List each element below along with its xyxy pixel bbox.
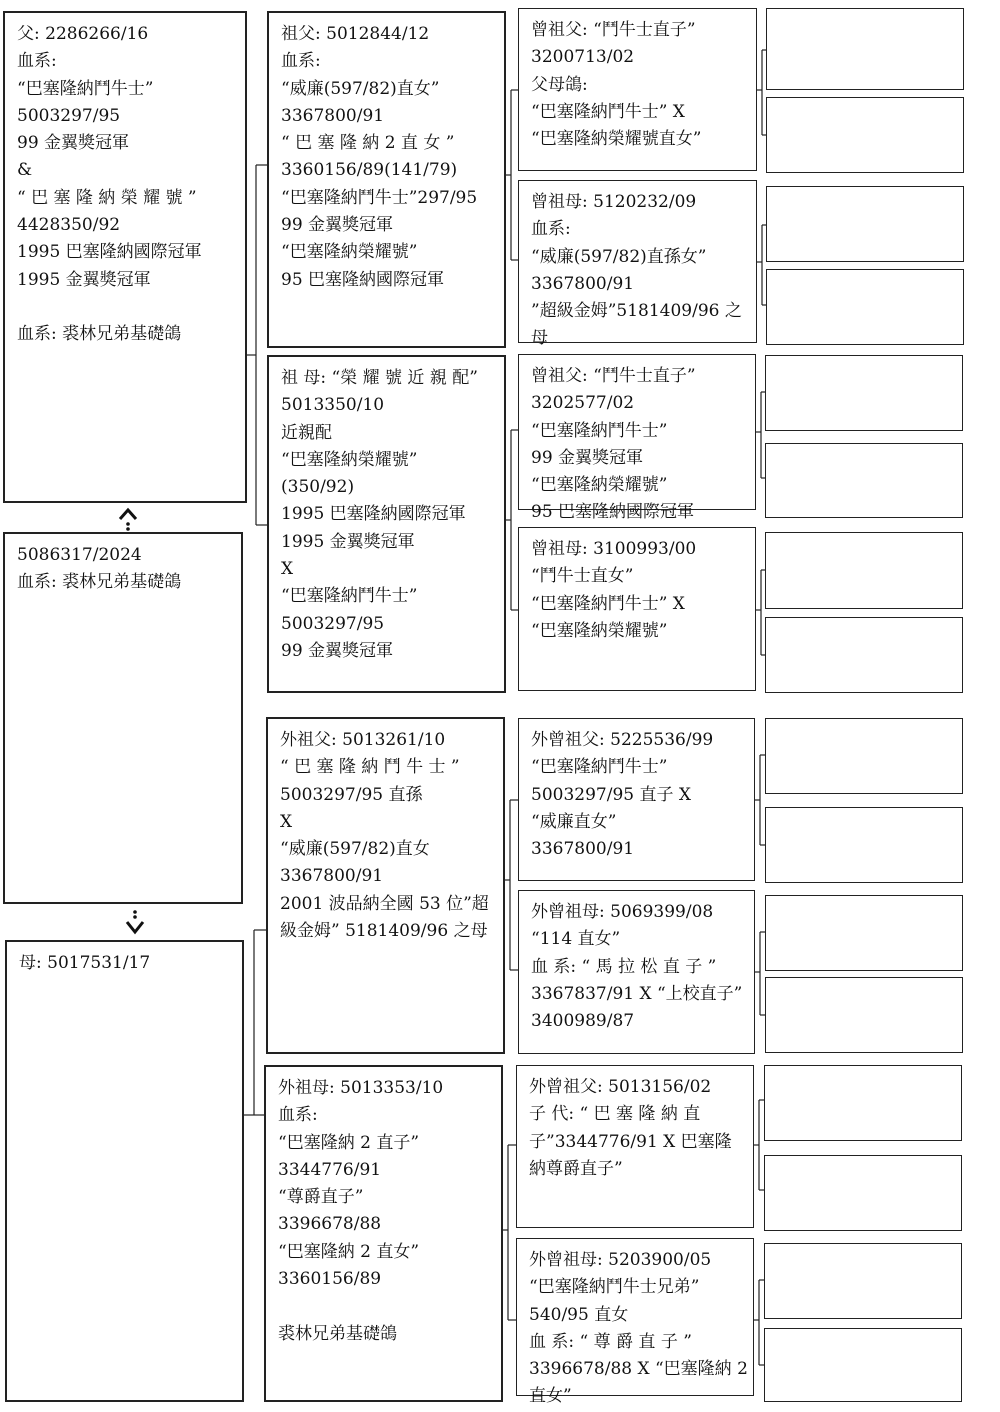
text-line: 外祖母: 5013353/10: [278, 1078, 444, 1098]
text-line: 3367800/91: [281, 105, 385, 126]
text-line: 1995 巴塞隆納國際冠軍: [17, 242, 202, 263]
text-line: [278, 1293, 491, 1320]
empty-ancestor-box: [765, 718, 963, 794]
empty-ancestor-box: [764, 1155, 962, 1231]
text-line: “巴塞隆納 2 直子”: [278, 1132, 420, 1153]
text-line: 血 系: “ 尊 爵 直 子 ”: [529, 1331, 692, 1352]
empty-ancestor-box: [766, 8, 964, 90]
maternal-great-grandmother-1-box: [518, 890, 755, 1054]
text-line: 血系:: [281, 51, 321, 72]
text-line: 近親配: [281, 422, 332, 443]
text-line: 4428350/92: [17, 215, 121, 236]
text-line: 5013350/10: [281, 395, 385, 416]
text-line: 3360156/89(141/79): [281, 160, 458, 181]
text-line: 血系:: [531, 219, 571, 240]
text-line: “巴塞隆納鬥牛士”: [531, 757, 668, 778]
text-line: “114 直女”: [531, 929, 621, 950]
text-line: 5003297/95: [17, 105, 121, 126]
text-line: “巴塞隆納榮耀號”: [531, 620, 668, 641]
text-line: 納尊爵直子”: [529, 1158, 623, 1179]
subject-box: [3, 532, 243, 904]
maternal-great-grandmother-2-box: [516, 1238, 754, 1407]
text-line: 5003297/95 直孫: [280, 784, 423, 805]
empty-ancestor-box: [765, 807, 963, 883]
text-line: 外曾祖父: 5225536/99: [531, 730, 714, 750]
text-line: 3400989/87: [531, 1011, 635, 1032]
text-line: 99 金翼獎冠軍: [281, 215, 394, 236]
text-line: “威廉(597/82)直女: [280, 839, 430, 860]
text-line: “巴塞隆納榮耀號直女”: [531, 129, 702, 150]
text-line: 5003297/95: [281, 613, 385, 634]
text-line: 母: 5017531/17: [19, 953, 151, 973]
text-line: (350/92): [281, 477, 355, 498]
empty-ancestor-box: [766, 269, 964, 345]
text-line: 母: [531, 328, 548, 349]
text-line: “巴塞隆納榮耀號”: [281, 242, 418, 263]
text-line: 3200713/02: [531, 47, 635, 68]
text-line: “巴塞隆納榮耀號”: [531, 475, 668, 496]
text-line: “鬥牛士直女”: [531, 566, 634, 587]
father-box: [3, 11, 247, 503]
text-line: “威廉(597/82)直女”: [281, 78, 440, 99]
arrow-down-icon: [123, 910, 147, 936]
text-line: “ 巴 塞 隆 納 2 直 女 ”: [281, 133, 455, 154]
text-line: 血系:: [17, 51, 57, 72]
text-line: 5003297/95 直子 X: [531, 784, 691, 805]
text-line: “巴塞隆納榮耀號”: [281, 449, 418, 470]
text-line: “尊爵直子”: [278, 1187, 364, 1208]
empty-ancestor-box: [765, 355, 963, 431]
text-line: 3344776/91: [278, 1159, 382, 1180]
text-line: 血系: 裘林兄弟基礎鴿: [17, 572, 182, 593]
text-line: 95 巴塞隆納國際冠軍: [281, 269, 445, 290]
maternal-grandmother-box: [264, 1065, 503, 1402]
text-line: 子 代: “ 巴 塞 隆 納 直: [529, 1104, 701, 1125]
text-line: 3367800/91: [280, 866, 384, 887]
text-line: 外曾祖父: 5013156/02: [529, 1077, 712, 1097]
text-line: X: [280, 811, 293, 832]
empty-ancestor-box: [765, 977, 963, 1053]
text-line: 子”3344776/91 X 巴塞隆: [529, 1131, 732, 1152]
text-line: 3367800/91: [531, 273, 635, 294]
great-grandmother-2-box: [518, 527, 756, 691]
text-line: 95 巴塞隆納國際冠軍: [531, 502, 695, 523]
text-line: “巴塞隆納鬥牛士” X: [531, 593, 685, 614]
maternal-great-grandfather-2-box: [516, 1065, 754, 1228]
text-line: 血系:: [278, 1105, 318, 1126]
text-line: “ 巴 塞 隆 納 榮 耀 號 ”: [17, 187, 197, 208]
empty-ancestor-box: [766, 186, 964, 262]
paternal-grandfather-box: [267, 11, 506, 348]
empty-ancestor-box: [765, 443, 963, 518]
text-line: 1995 金翼獎冠軍: [281, 531, 415, 552]
great-grandfather-1-box: [518, 8, 757, 171]
text-line: 血 系: “ 馬 拉 松 直 子 ”: [531, 956, 717, 977]
text-line: 曾祖母: 3100993/00: [531, 539, 697, 559]
text-line: “ 巴 塞 隆 納 鬥 牛 士 ”: [280, 757, 460, 778]
text-line: “巴塞隆納鬥牛士”: [17, 78, 154, 99]
text-line: 父母鴿:: [531, 74, 588, 95]
text-line: “巴塞隆納 2 直女”: [278, 1241, 420, 1262]
text-line: 3396678/88 X “巴塞隆納 2: [529, 1359, 748, 1380]
text-line: 3367837/91 X “上校直子”: [531, 983, 743, 1004]
empty-ancestor-box: [765, 532, 963, 609]
text-line: 5086317/2024: [17, 545, 142, 565]
text-line: 曾祖父: “鬥牛士直子”: [531, 20, 696, 40]
text-line: 99 金翼獎冠軍: [17, 133, 130, 154]
text-line: 3367800/91: [531, 839, 635, 860]
empty-ancestor-box: [765, 617, 963, 693]
text-line: 祖父: 5012844/12: [281, 24, 430, 44]
text-line: ”超級金姆”5181409/96 之: [531, 301, 742, 322]
text-line: “巴塞隆納鬥牛士” X: [531, 101, 685, 122]
maternal-grandfather-box: [266, 717, 505, 1054]
text-line: 父: 2286266/16: [17, 24, 149, 44]
empty-ancestor-box: [764, 1243, 962, 1319]
text-line: 級金姆” 5181409/96 之母: [280, 921, 488, 942]
empty-ancestor-box: [765, 895, 963, 971]
text-line: [17, 294, 235, 321]
text-line: &: [17, 160, 33, 181]
text-line: “巴塞隆納鬥牛士”: [531, 420, 668, 441]
arrow-up-icon: [116, 505, 140, 531]
empty-ancestor-box: [764, 1065, 962, 1141]
text-line: 曾祖母: 5120232/09: [531, 192, 697, 212]
text-line: 外曾祖母: 5203900/05: [529, 1250, 712, 1270]
mother-box: [5, 940, 244, 1402]
text-line: X: [281, 559, 294, 580]
text-line: 540/95 直女: [529, 1304, 629, 1325]
paternal-grandmother-box: [267, 355, 506, 693]
maternal-great-grandfather-1-box: [518, 718, 755, 881]
text-line: 99 金翼獎冠軍: [531, 447, 644, 468]
text-line: 99 金翼獎冠軍: [281, 640, 394, 661]
text-line: 3202577/02: [531, 393, 635, 414]
text-line: 外祖父: 5013261/10: [280, 730, 446, 750]
text-line: 血系: 裘林兄弟基礎鴿: [17, 324, 182, 345]
empty-ancestor-box: [764, 1328, 962, 1402]
text-line: 曾祖父: “鬥牛士直子”: [531, 366, 696, 386]
text-line: 2001 波品納全國 53 位”超: [280, 893, 489, 914]
text-line: 1995 金翼獎冠軍: [17, 269, 151, 290]
text-line: 裘林兄弟基礎鴿: [278, 1323, 397, 1344]
great-grandfather-2-box: [518, 354, 756, 523]
text-line: 祖 母: “榮 耀 號 近 親 配”: [281, 368, 478, 388]
text-line: “巴塞隆納鬥牛士”297/95: [281, 187, 478, 208]
text-line: 1995 巴塞隆納國際冠軍: [281, 504, 466, 525]
text-line: 3360156/89: [278, 1269, 382, 1290]
text-line: 外曾祖母: 5069399/08: [531, 902, 714, 922]
text-line: “威廉直女”: [531, 811, 617, 832]
text-line: “巴塞隆納鬥牛士兄弟”: [529, 1277, 700, 1298]
text-line: “威廉(597/82)直孫女”: [531, 246, 707, 267]
empty-ancestor-box: [766, 97, 964, 173]
text-line: “巴塞隆納鬥牛士”: [281, 586, 418, 607]
text-line: 直女”: [529, 1386, 572, 1407]
great-grandmother-1-box: [518, 180, 757, 349]
text-line: 3396678/88: [278, 1214, 382, 1235]
